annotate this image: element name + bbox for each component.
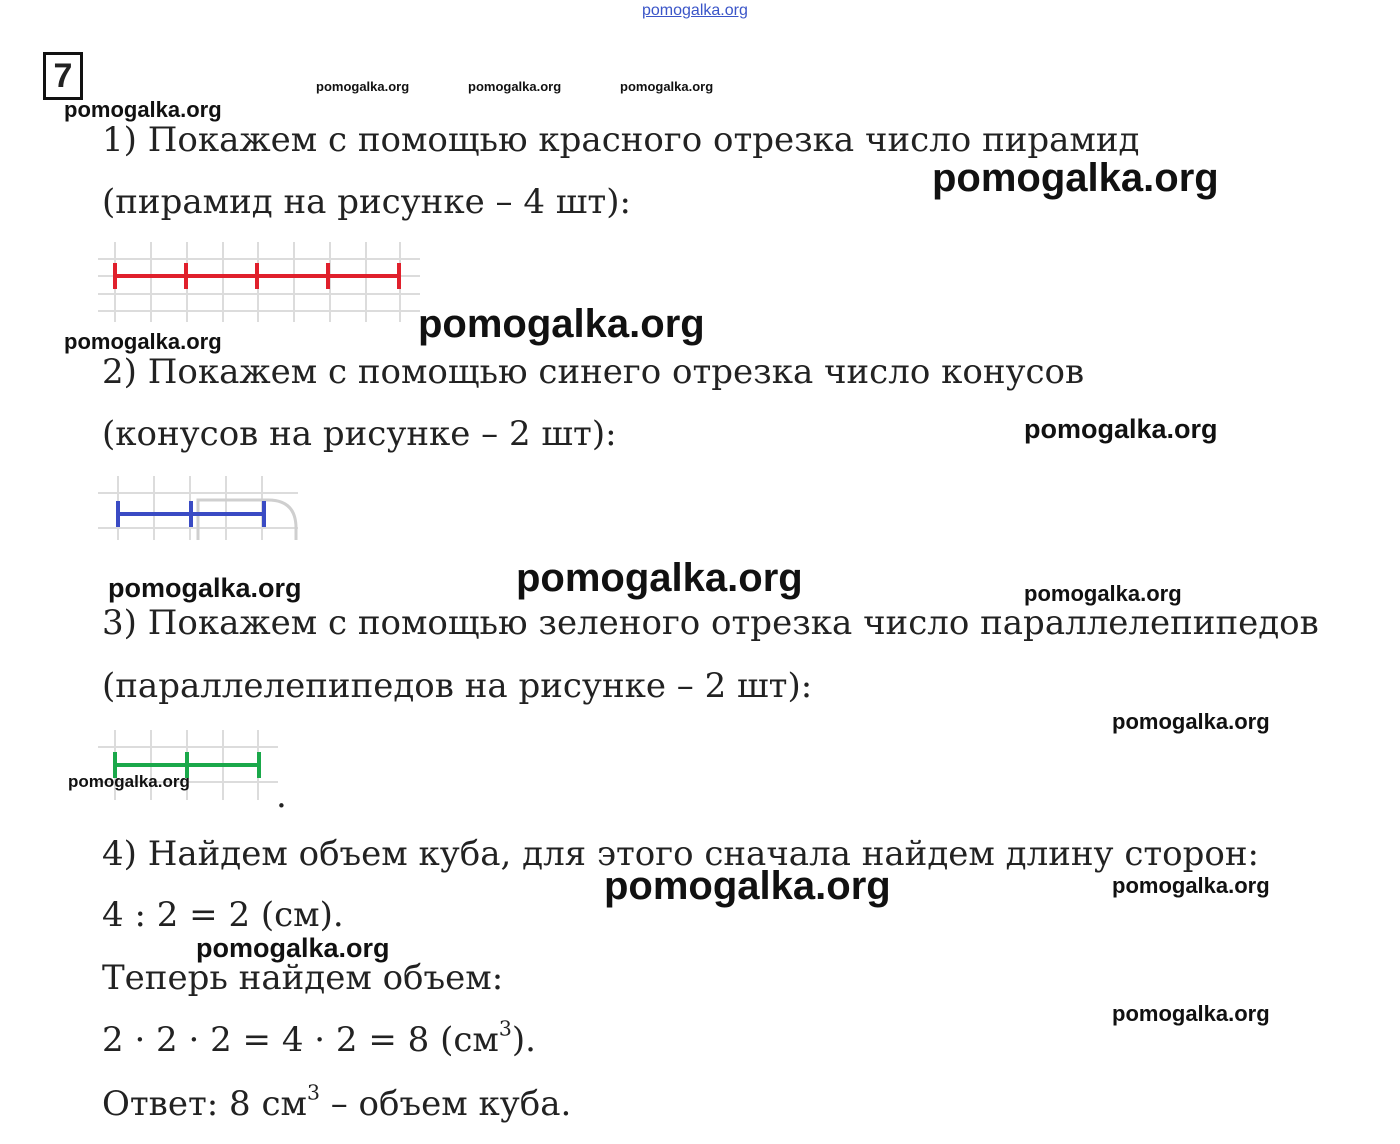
answer-text: Ответ: 8 см [102,1084,307,1124]
line-1a: 1) Покажем с помощью красного отрезка число пирамид [102,120,1140,160]
watermark: pomogalka.org [604,864,891,908]
watermark: pomogalka.org [418,302,705,346]
watermark: pomogalka.org [1112,873,1270,898]
watermark: pomogalka.org [316,79,410,94]
line-1b: (пирамид на рисунке – 4 шт): [102,182,631,222]
watermark-top-link[interactable]: pomogalka.org [642,2,748,19]
line-3b: (параллелепипедов на рисунке – 2 шт): [102,666,813,706]
line-3a: 3) Покажем с помощью зеленого отрезка число параллелепипедов [102,603,1319,643]
line-2a: 2) Покажем с помощью синего отрезка число конусов [102,352,1085,392]
cube-exponent: 3 [498,1016,512,1041]
answer-exponent: 3 [306,1080,320,1105]
watermark: pomogalka.org [108,573,302,603]
watermark: pomogalka.org [64,329,222,354]
watermark: pomogalka.org [516,556,803,600]
line-4b: 4 : 2 = 2 (см). [102,895,344,935]
watermark: pomogalka.org [1024,581,1182,606]
line-4a: 4) Найдем объем куба, для этого сначала найдем длину сторон: [102,834,1259,874]
watermark: pomogalka.org [1112,709,1270,734]
green-segment-diagram [98,730,288,804]
volume-expression-end: ). [511,1020,536,1060]
answer-line [102,1080,572,1124]
watermark: pomogalka.org [932,156,1219,200]
volume-expression: 2 · 2 · 2 = 4 · 2 = 8 (см [102,1020,499,1060]
watermark: pomogalka.org [64,97,222,122]
blue-segment-diagram [98,476,308,546]
watermark: pomogalka.org [68,772,190,791]
watermark: pomogalka.org [196,933,390,963]
watermark: pomogalka.org [1024,414,1218,444]
watermark: pomogalka.org [1112,1001,1270,1026]
watermark: pomogalka.org [468,79,562,94]
red-segment [115,263,399,289]
watermark: pomogalka.org [620,79,714,94]
task-number-box: 7 [43,52,83,100]
red-segment-diagram [98,242,428,328]
period-mark: . [276,776,287,816]
line-2b: (конусов на рисунке – 2 шт): [102,414,617,454]
answer-text-end: – объем куба. [319,1084,572,1124]
blue-segment [118,501,264,527]
line-4c: Теперь найдем объем: [102,958,504,998]
line-4d [102,1016,536,1060]
